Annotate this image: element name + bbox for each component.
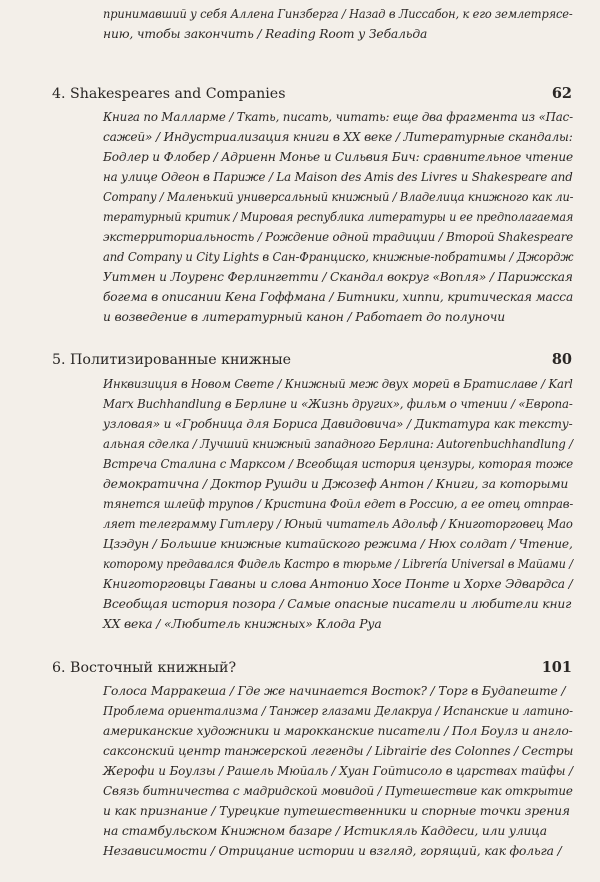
chapter-summary-line: Жерофи и Боулзы / Рашель Мюйаль / Хуан Гойтисоло в царствах тайфы / (103, 764, 573, 778)
chapter-summary-line: Голоса Марракеша / Где же начинается Восток? / Торг в Будапеште / (103, 684, 566, 698)
chapter-summary-line: альная сделка / Лучший книжный западного Берлина: Autorenbuchhandlung / (103, 437, 573, 451)
chapter-summary-line: богема в описании Кена Гоффмана / Битники, хиппи, критическая масса (103, 290, 574, 304)
chapter-summary-line: экстерриториальность / Рождение одной традиции / Второй Shakespeare (103, 230, 574, 244)
chapter-summary-line: Встреча Сталина с Марксом / Всеобщая история цензуры, которая тоже (103, 457, 573, 471)
chapter-summary-line: Проблема ориентализма / Танжер глазами Делакруа / Испанские и латино- (103, 704, 573, 718)
chapter-summary-line: Marx Buchhandlung в Берлине и «Жизнь других», фильм о чтении / «Европа- (103, 397, 573, 411)
chapter-summary-line: and Company и City Lights в Сан-Франциско, книжные-побратимы / Джордж (103, 250, 574, 264)
chapter-summary-line: узловая» и «Гробница для Бориса Давидовича» / Диктатура как тексту- (103, 417, 573, 431)
chapter-summary-line: и возведение в литературный канон / Работает до полуночи (103, 310, 506, 324)
chapter-summary-line: Инквизиция в Новом Свете / Книжный меж двух морей в Братиславе / Karl (103, 377, 573, 391)
chapter-summary-line: Цзэдун / Большие книжные китайского режима / Нюх солдат / Чтение, (103, 537, 573, 551)
chapter-page-number: 62 (551, 85, 572, 102)
chapter-summary-line: и как признание / Турецкие путешественники и спорные точки зрения (103, 804, 570, 818)
chapter-page-number: 101 (541, 659, 572, 676)
chapter-summary-line: на улице Одеон в Париже / La Maison des Amis des Livres и Shakespeare and (103, 170, 573, 184)
chapter-summary-line: Бодлер и Флобер / Адриенн Монье и Сильвия Бич: сравнительное чтение (103, 150, 574, 164)
chapter-summary-line: ляет телеграмму Гитлеру / Юный читатель Адольф / Книготорговец Мао (103, 517, 573, 531)
chapter-title: 4. Shakespeares and Companies (52, 86, 286, 102)
chapter-summary-line: демократична / Доктор Рушди и Джозеф Антон / Книги, за которыми (103, 477, 569, 491)
chapter-summary-line: которому предавался Фидель Кастро в тюрьме / Librería Universal в Майами / (103, 557, 573, 571)
chapter-summary-line: Уитмен и Лоуренс Ферлингетти / Скандал вокруг «Вопля» / Парижская (103, 270, 573, 284)
chapter-summary-line: американские художники и марокканские писатели / Пол Боулз и англо- (103, 724, 573, 738)
chapter-summary-line: сажей» / Индустриализация книги в XX веке / Литературные скандалы: (103, 130, 573, 144)
chapter-title: 5. Политизированные книжные (52, 352, 292, 368)
chapter-summary-line: XX века / «Любитель книжных» Клода Руа (103, 617, 382, 631)
chapter-summary-line: Company / Маленький универсальный книжный / Владелица книжного как ли- (103, 190, 574, 204)
chapter-summary-line: Книготорговцы Гаваны и слова Антонио Хосе Понте и Хорхе Эдвардса / (103, 577, 573, 591)
intro-line: нию, чтобы закончить / Reading Room у Зебальда (103, 27, 428, 41)
chapter-summary-line: Независимости / Отрицание истории и взгляд, горящий, как фольга / (103, 844, 562, 858)
chapter-page-number: 80 (551, 351, 572, 368)
chapter-title: 6. Восточный книжный? (52, 660, 237, 676)
intro-line: принимавший у себя Аллена Гинзберга / Назад в Лиссабон, к его землетрясе- (103, 7, 573, 21)
chapter-summary-line: на стамбульском Книжном базаре / Истикляль Каддеси, или улица (103, 824, 547, 838)
chapter-summary-line: тянется шлейф трупов / Кристина Фойл едет в Россию, а ее отец отправ- (103, 497, 574, 511)
chapter-summary-line: тературный критик / Мировая республика литературы и ее предполагаемая (103, 210, 574, 224)
chapter-summary-line: саксонский центр танжерской легенды / Librairie des Colonnes / Сестры (103, 744, 574, 758)
chapter-summary-line: Книга по Малларме / Ткать, писать, читать: еще два фрагмента из «Пас- (103, 110, 573, 124)
chapter-summary-line: Связь битничества с мадридской мовидой / Путешествие как открытие (103, 784, 573, 798)
chapter-summary-line: Всеобщая история позора / Самые опасные писатели и любители книг (103, 597, 572, 611)
